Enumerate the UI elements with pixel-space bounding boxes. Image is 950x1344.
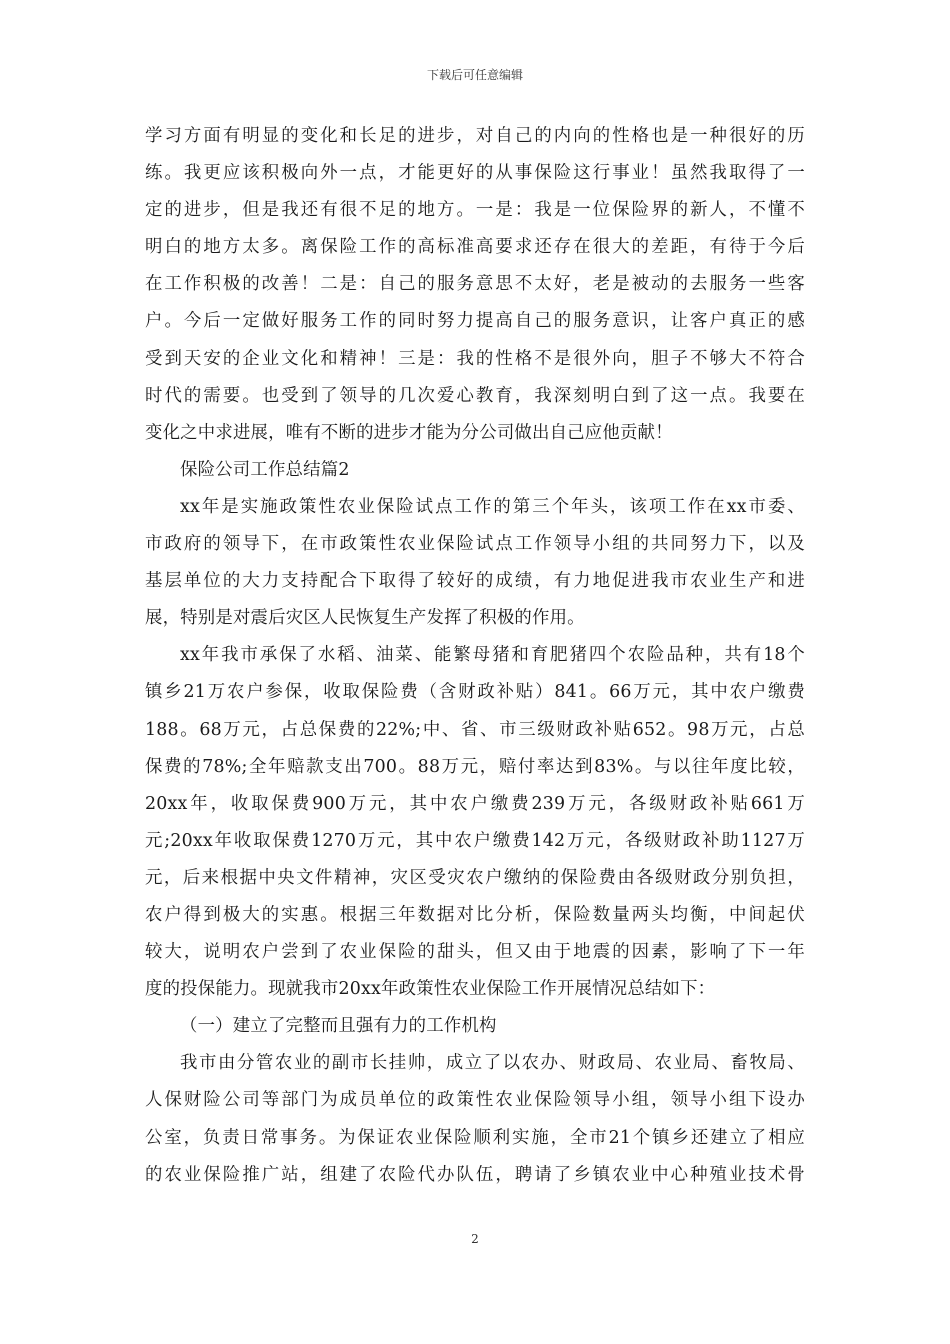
text-line: 时代的需要。也受到了领导的几次爱心教育，我深刻明白到了这一点。我要在 [145,385,805,406]
text-line: xx年我市承保了水稻、油菜、能繁母猪和育肥猪四个农险品种，共有18个 [180,645,805,666]
text-line: 基层单位的大力支持配合下取得了较好的成绩，有力地促进我市农业生产和进 [145,571,805,592]
page-header: 下载后可任意编辑 [426,68,523,82]
text-line: 元;20xx年收取保费1270万元，其中农户缴费142万元，各级财政补助1127万 [145,830,805,851]
text-line: 较大，说明农户尝到了农业保险的甜头，但又由于地震的因素，影响了下一年 [145,942,805,963]
text-line: 人保财险公司等部门为成员单位的政策性农业保险领导小组，领导小组下设办 [145,1090,805,1111]
text-line: 练。我更应该积极向外一点，才能更好的从事保险这行事业！虽然我取得了一 [145,163,805,184]
text-line: 农户得到极大的实惠。根据三年数据对比分析，保险数量两头均衡，中间起伏 [145,904,805,925]
text-line: 展，特别是对震后灾区人民恢复生产发挥了积极的作用。 [145,608,585,629]
text-line: 受到天安的企业文化和精神！三是：我的性格不是很外向，胆子不够大不符合 [145,348,805,369]
text-line: 定的进步，但是我还有很不足的地方。一是：我是一位保险界的新人，不懂不 [145,200,805,221]
text-line: 在工作积极的改善！二是：自己的服务意思不太好，老是被动的去服务一些客 [145,274,805,295]
text-line: 我市由分管农业的副市长挂帅，成立了以农办、财政局、农业局、畜牧局、 [180,1053,805,1074]
text-line: 户。今后一定做好服务工作的同时努力提高自己的服务意识，让客户真正的感 [145,311,805,332]
document-body [145,118,805,1194]
text-line: 保险公司工作总结篇2 [180,459,350,480]
text-line: 学习方面有明显的变化和长足的进步，对自己的内向的性格也是一种很好的历 [145,126,805,146]
text-line: 20xx年，收取保费900万元，其中农户缴费239万元，各级财政补贴661万 [145,793,805,814]
text-line: 度的投保能力。现就我市20xx年政策性农业保险工作开展情况总结如下： [145,979,716,1000]
text-line: 公室，负责日常事务。为保证农业保险顺利实施，全市21个镇乡还建立了相应 [145,1127,805,1148]
text-line: 镇乡21万农户参保，收取保险费（含财政补贴）841。66万元，其中农户缴费 [145,682,805,703]
text-line: 明白的地方太多。离保险工作的高标准高要求还存在很大的差距，有待于今后 [145,237,805,258]
text-line: 188。68万元，占总保费的22%;中、省、市三级财政补贴652。98万元，占总 [145,719,805,740]
text-line: 元，后来根据中央文件精神，灾区受灾农户缴纳的保险费由各级财政分别负担， [145,867,805,888]
text-line: （一）建立了完整而且强有力的工作机构 [180,1016,497,1037]
text-line: 市政府的领导下，在市政策性农业保险试点工作领导小组的共同努力下，以及 [145,534,805,555]
text-line: 保费的78%;全年赔款支出700。88万元，赔付率达到83%。与以往年度比较， [145,756,805,777]
page-number: 2 [471,1232,479,1246]
text-line: xx年是实施政策性农业保险试点工作的第三个年头，该项工作在xx市委、 [180,496,805,517]
text-line: 的农业保险推广站，组建了农险代办队伍，聘请了乡镇农业中心种殖业技术骨 [145,1164,805,1185]
text-line: 变化之中求进展，唯有不断的进步才能为分公司做出自己应他贡献！ [145,422,673,443]
